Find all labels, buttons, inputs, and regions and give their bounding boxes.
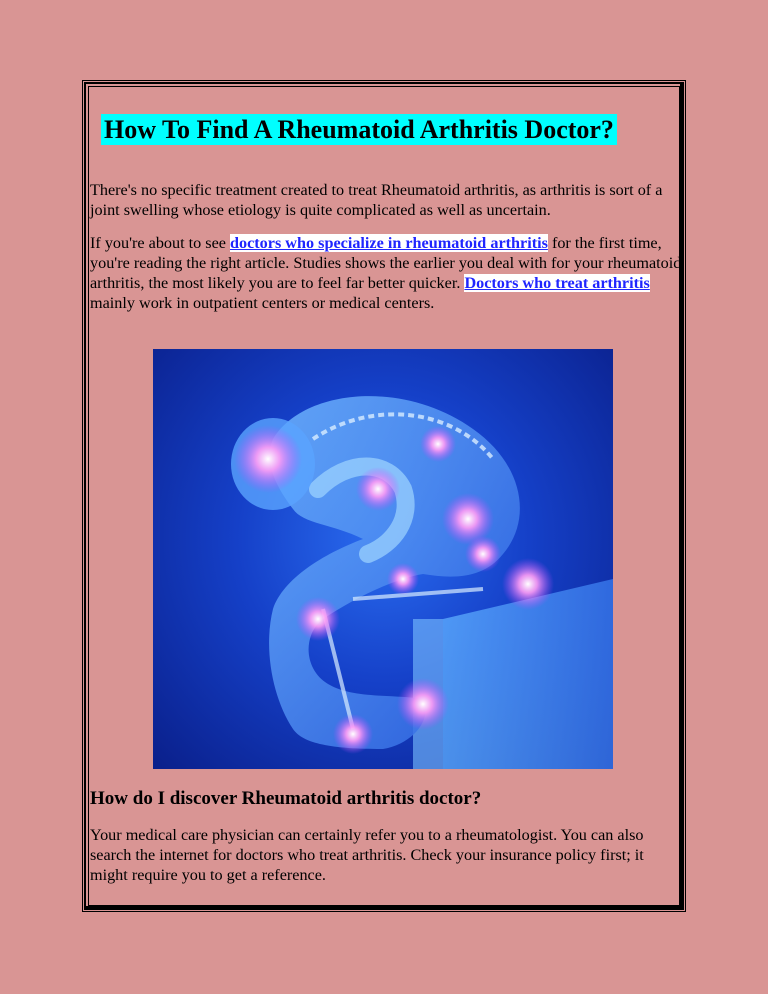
page-title: How To Find A Rheumatoid Arthritis Doctor? <box>101 114 617 145</box>
intro-paragraph: There's no specific treatment created to treat Rheumatoid arthritis, as arthritis is sort of a joint swelling whose etiology is quite complicated as well as uncertain. <box>90 181 663 219</box>
para2-text-1: If you're about to see <box>90 234 231 252</box>
arthritis-figure-svg <box>153 349 613 769</box>
title-wrap <box>101 114 617 145</box>
section-subheading: How do I discover Rheumatoid arthritis doctor? <box>90 788 482 809</box>
second-paragraph <box>90 233 682 313</box>
link-doctors-specialize[interactable]: doctors who specialize in rheumatoid arthritis <box>230 234 548 252</box>
arthritis-illustration-image <box>153 349 613 769</box>
third-paragraph: Your medical care physician can certainly refer you to a rheumatologist. You can also search the internet for doctors who treat arthritis. Check your insurance policy first; it might require you to get a reference. <box>90 826 644 884</box>
link-doctors-treat-arthritis[interactable]: Doctors who treat arthritis <box>464 274 650 292</box>
para2-text-2: for the first time, you're reading the right article. Studies shows the earlier you deal with for your rheumatoid arthritis, the most likely you are to feel far better quicker. <box>90 234 682 292</box>
para2-text-3: mainly work in outpatient centers or medical centers. <box>90 294 435 312</box>
